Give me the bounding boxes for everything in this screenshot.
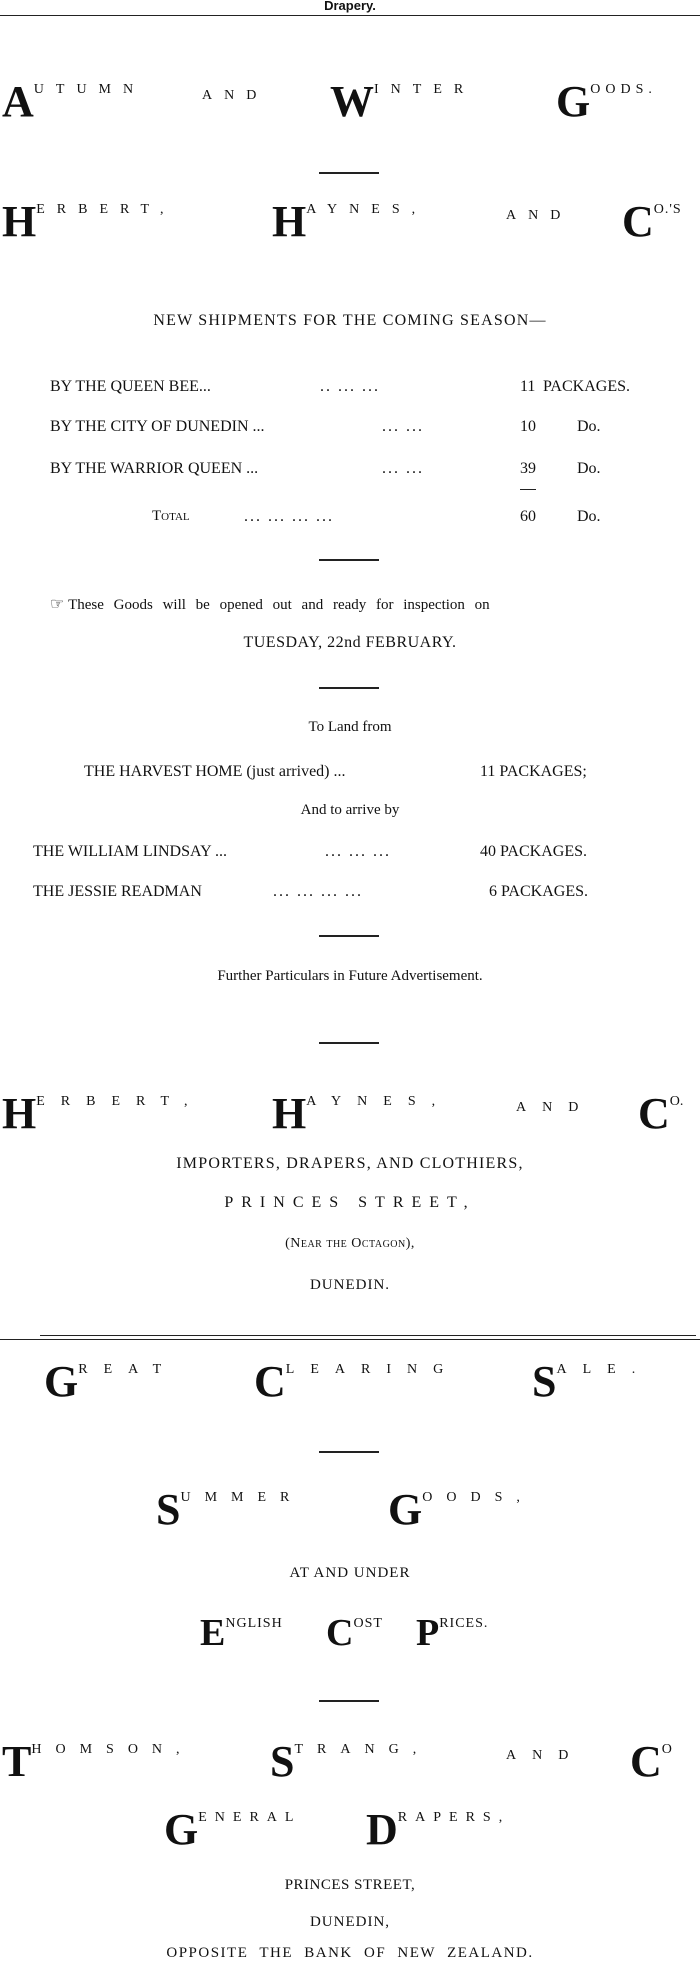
arrive-by: And to arrive by	[300, 802, 400, 818]
ad2-city: DUNEDIN,	[309, 1914, 391, 1930]
divider	[319, 1451, 379, 1453]
firm-word: AYNES,	[306, 202, 428, 217]
firm-word: HOMSON,	[31, 1742, 194, 1757]
arrival-qty: 6 PACKAGES.	[489, 883, 588, 900]
notice-date: TUESDAY, 22nd FEBRUARY.	[243, 634, 457, 651]
ad2-opposite: OPPOSITE THE BANK OF NEW ZEALAND.	[166, 1945, 534, 1961]
headline-initial: W	[330, 77, 374, 126]
firm-word: ERBERT,	[36, 202, 176, 217]
headline-word: REAT	[78, 1362, 178, 1377]
shipments-intro: NEW SHIPMENTS FOR THE COMING SEASON—	[153, 312, 547, 329]
section-rule	[0, 1339, 700, 1340]
prices-initial: C	[326, 1612, 354, 1654]
firm-initial: C	[638, 1089, 670, 1138]
role-word: RAPERS,	[397, 1810, 511, 1825]
pointing-hand-icon: ☞	[50, 596, 65, 613]
firm-word: AND	[506, 1748, 585, 1763]
headline-word: UTUMN	[33, 82, 146, 97]
sub-initial: G	[388, 1485, 423, 1534]
leader-dots: ... ... ... ...	[273, 883, 363, 900]
divider	[319, 935, 379, 937]
divider	[319, 1700, 379, 1702]
sum-rule	[520, 489, 536, 490]
firm-initial: C	[622, 197, 654, 246]
leader-dots: ... ... ...	[325, 843, 391, 860]
headline-word: AND	[202, 88, 269, 103]
firm-initial: C	[630, 1737, 662, 1786]
role-initial: D	[366, 1805, 398, 1854]
headline-initial: C	[254, 1357, 286, 1406]
divider	[319, 172, 379, 174]
role-initial: G	[164, 1805, 199, 1854]
divider	[319, 687, 379, 689]
shipment-qty: 10	[520, 418, 536, 435]
prices-initial: P	[416, 1612, 440, 1654]
headline-word: ALE.	[556, 1362, 652, 1377]
shipment-name: BY THE WARRIOR QUEEN ...	[50, 460, 259, 477]
divider	[319, 1042, 379, 1044]
street-line: PRINCES STREET,	[224, 1194, 476, 1211]
harvest-qty: 11 PACKAGES;	[480, 763, 587, 780]
firm-word: AND	[506, 208, 573, 223]
firm-word: O	[661, 1742, 672, 1757]
leader-dots: .. ... ...	[320, 378, 380, 395]
city-line: DUNEDIN.	[309, 1277, 391, 1293]
shipment-name: BY THE QUEEN BEE...	[50, 378, 211, 395]
firm-word: O.'S	[653, 202, 682, 217]
headline-word: LEARING	[285, 1362, 460, 1377]
shipment-name: BY THE CITY OF DUNEDIN ...	[50, 418, 265, 435]
headline-initial: G	[44, 1357, 79, 1406]
leader-dots: ... ... ... ...	[244, 508, 334, 525]
at-and-under: AT AND UNDER	[289, 1565, 411, 1581]
shipment-unit: Do.	[577, 418, 601, 435]
total-qty: 60	[520, 508, 536, 525]
inspection-notice	[50, 594, 660, 614]
firm-initial: H	[2, 197, 37, 246]
section-header: Drapery.	[324, 0, 376, 13]
land-from: To Land from	[308, 719, 392, 735]
sub-word: OODS,	[422, 1490, 534, 1505]
headline-initial: S	[532, 1357, 557, 1406]
shipment-unit: Do.	[577, 460, 601, 477]
near-line: (Near the Octagon),	[285, 1236, 415, 1251]
shipment-unit: PACKAGES.	[543, 378, 630, 395]
headline-word: OODS.	[590, 82, 657, 97]
sub-initial: S	[156, 1485, 181, 1534]
firm-word: AYNES,	[306, 1094, 452, 1109]
leader-dots: ... ...	[382, 418, 424, 435]
arrival-qty: 40 PACKAGES.	[480, 843, 587, 860]
trade-line: IMPORTERS, DRAPERS, AND CLOTHIERS,	[176, 1155, 524, 1172]
firm-word: O.	[669, 1094, 684, 1109]
headline-initial: A	[2, 77, 34, 126]
arrival-name: THE WILLIAM LINDSAY ...	[33, 843, 228, 860]
firm-initial: H	[272, 1089, 307, 1138]
role-word: ENERAL	[198, 1810, 302, 1825]
divider	[319, 559, 379, 561]
further-particulars: Further Particulars in Future Advertisement.	[217, 968, 483, 984]
total-unit: Do.	[577, 508, 601, 525]
prices-word: NGLISH	[225, 1616, 283, 1631]
total-label: Total	[152, 508, 190, 524]
shipment-qty: 11	[520, 378, 536, 395]
section-rule	[40, 1335, 696, 1336]
leader-dots: ... ...	[382, 460, 424, 477]
header-rule	[0, 15, 700, 16]
firm-initial: H	[272, 197, 307, 246]
notice-text: These Goods will be opened out and ready for inspection on	[68, 597, 490, 613]
prices-word: OST	[353, 1616, 383, 1631]
firm-word: AND	[516, 1100, 595, 1115]
harvest-name: THE HARVEST HOME (just arrived) ...	[84, 763, 346, 780]
headline-word: INTER	[374, 82, 476, 97]
firm-word: TRANG,	[294, 1742, 431, 1757]
prices-initial: E	[200, 1612, 226, 1654]
firm-initial: S	[270, 1737, 295, 1786]
prices-word: RICES.	[439, 1616, 489, 1631]
sub-word: UMMER	[180, 1490, 304, 1505]
firm-initial: T	[2, 1737, 32, 1786]
ad2-street: PRINCES STREET,	[284, 1877, 416, 1893]
shipment-qty: 39	[520, 460, 536, 477]
headline-initial: G	[556, 77, 591, 126]
firm-word: ERBERT,	[36, 1094, 204, 1109]
arrival-name: THE JESSIE READMAN	[33, 883, 202, 900]
firm-initial: H	[2, 1089, 37, 1138]
